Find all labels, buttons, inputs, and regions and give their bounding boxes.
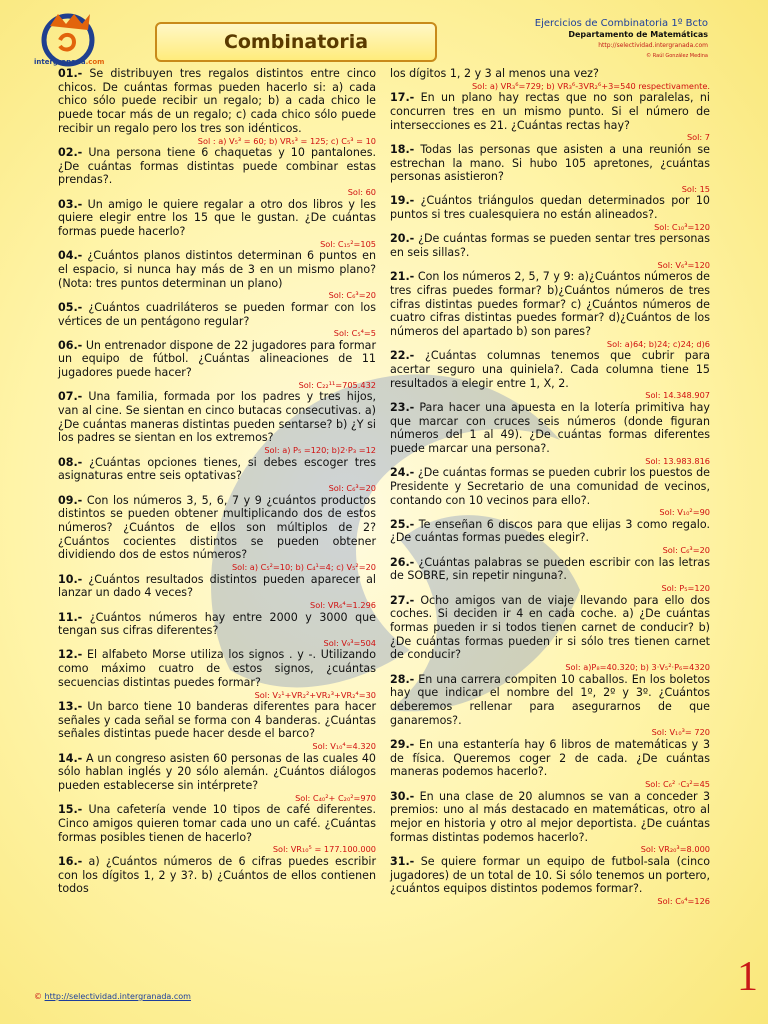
header-url[interactable]: http://selectividad.intergranada.com (598, 42, 708, 49)
exercise-text: Una familia, formada por los padres y tres hijos, van al cine. Se sientan en cinco butacas consecutivas. a) ¿De cuántas maneras distintas pueden sentarse? b) ¿Y si los padres se sientan en los extremos? (58, 390, 376, 445)
exercise-text: En una carrera compiten 10 caballos. En los boletos hay que indicar el nombre del 1º, 2º y 3º. ¿Cuántos deberemos rellenar para asegurarnos de que ganaremos?. (390, 672, 711, 727)
solution: Sol: a) VR₃⁶=729; b) VR₃⁶-3VR₂⁶+3=540 respectivamente. (471, 80, 710, 91)
exercise-number: 01.- (58, 67, 83, 80)
exercise-text: El alfabeto Morse utiliza los signos . y -. Utilizando como máximo cuatro de estos signos, ¿cuántas secuencias distintas puedes formar? (58, 648, 376, 689)
solution: Sol: C₁₀³=120 (654, 221, 710, 232)
solution: Sol: C₄₀²+ C₂₀²=970 (295, 792, 376, 803)
exercise-number: 02.- (58, 146, 83, 160)
exercise-text: En un plano hay rectas que no son paralelas, ni concurren tres en un mismo punto. Si el número de intersecciones es 21. ¿Cuántas rectas hay? (390, 91, 710, 132)
solution: Sol: C₆² ·C₃²=45 (645, 779, 710, 790)
solution: Sol: 14.348.907 (645, 390, 710, 401)
exercise (390, 466, 710, 507)
solution: Sol: C₆³=20 (662, 545, 710, 556)
exercise-number: 13.- (58, 700, 83, 714)
solution: Sol: C₆³=20 (328, 483, 376, 494)
solution: Sol: V₁₀⁴=4.320 (312, 741, 376, 752)
solution: Sol: C₁₅²=105 (320, 238, 376, 249)
exercise-number: 27.- (390, 593, 415, 607)
exercise (58, 146, 376, 187)
title-box (155, 22, 437, 62)
exercise-text: Un entrenador dispone de 22 jugadores para formar un equipo de fútbol. ¿Cuántas alineaciones de 11 jugadores puede hacer? (58, 338, 377, 380)
exercise (390, 67, 710, 81)
exercise-number: 03.- (58, 197, 83, 211)
exercise-number: 19.- (390, 194, 415, 208)
exercise-number: 31.- (390, 854, 415, 868)
exercise (58, 198, 376, 239)
exercise (58, 611, 376, 638)
exercise (390, 673, 710, 728)
exercise (58, 648, 376, 689)
exercise-number: 23.- (390, 400, 415, 414)
exercise (58, 456, 376, 483)
exercise (390, 232, 710, 259)
exercise-text: Un barco tiene 10 banderas diferentes para hacer señales y cada señal se forma con 4 banderas. ¿Cuántas señales distintas puede hacer desde el barco? (58, 700, 377, 741)
subject-title: Ejercicios de Combinatoria 1º Bcto (534, 18, 708, 29)
header-info (535, 18, 708, 62)
exercise-number: 15.- (58, 803, 83, 817)
exercise-text: Todas las personas que asisten a una reunión se estrechan la mano. Si hubo 105 apretones, ¿cuántas personas asistieron? (390, 142, 710, 184)
exercise-number: 16.- (58, 854, 83, 868)
exercise-text: ¿Cuántos números hay entre 2000 y 3000 que tengan sus cifras diferentes? (58, 610, 376, 638)
exercise (58, 700, 376, 741)
logo-text: intergranada.com (34, 58, 105, 66)
exercise-number: 17.- (390, 91, 415, 105)
exercise (390, 270, 710, 339)
exercise-number: 10.- (58, 572, 83, 586)
exercise (390, 349, 710, 390)
exercise-text: En una clase de 20 alumnos se van a conceder 3 premios: uno al más destacado en matemáticas, otro al mejor en historia y otro al mejor deportista. ¿De cuántas formas distintas podemos hacerlo?. (390, 789, 710, 844)
exercise-text: A un congreso asisten 60 personas de las cuales 40 sólo hablan inglés y 20 sólo alemán. ¿Cuántos diálogos pueden establecerse sin intérprete? (58, 751, 376, 793)
exercise-text: Se distribuyen tres regalos distintos entre cinco chicos. De cuántas formas pueden hacerlo si: a) cada chico sólo puede recibir un regalo; b) a cada chico le puede tocar más de un regalo; c) cada chico sólo puede recibir un regalo pero los tres son idénticos. (58, 67, 376, 135)
solution: Sol: VR₆⁴=1.296 (310, 600, 376, 610)
solution: Sol: 60 (347, 187, 376, 198)
solution: Sol: V₁₀²=90 (659, 507, 710, 518)
footer: © http://selectividad.intergranada.com (34, 992, 191, 1001)
exercise (390, 790, 710, 845)
exercise (58, 573, 376, 600)
exercise (58, 752, 376, 793)
department: Departamento de Matemáticas (568, 30, 708, 39)
page-title: Combinatoria (223, 31, 369, 53)
solution: Sol: a) P₅ =120; b)2·P₃ =12 (264, 445, 376, 456)
exercise-number: 04.- (58, 249, 83, 263)
solution: Sol: C₆³=20 (328, 290, 376, 301)
exercise-text: ¿Cuántas columnas tenemos que cubrir para acertar seguro una quiniela?. Cada columna tiene 15 resultados a elegir entre 1, X, 2. (390, 349, 710, 390)
exercise-text: ¿Cuántas opciones tienes, si debes escoger tres asignaturas entre seis optativas? (58, 455, 376, 483)
solution: Sol: VR₂₀³=8.000 (640, 844, 710, 855)
exercise (390, 556, 710, 583)
exercise-text: ¿Cuántos resultados distintos pueden aparecer al lanzar un dado 4 veces? (58, 572, 376, 600)
exercise (58, 390, 376, 445)
solution: Sol: V₁₀³= 720 (651, 727, 710, 738)
exercise-text: ¿Cuántos cuadriláteros se pueden formar con los vértices de un pentágono regular? (58, 300, 376, 328)
exercise (58, 494, 376, 563)
exercise-number: 18.- (390, 142, 415, 156)
exercise (58, 339, 376, 380)
solution: Sol: C₉⁴=126 (657, 895, 710, 906)
exercise-number: 11.- (58, 610, 83, 624)
solution: Sol: VR₁₀⁵ = 177.100.000 (272, 844, 376, 855)
exercise-text: Una persona tiene 6 chaquetas y 10 pantalones. ¿De cuántas formas distintas puede combinar estas prendas?. (58, 146, 376, 187)
exercise-text: ¿Cuántas palabras se pueden escribir con las letras de SOBRE, sin repetir ninguna?. (390, 555, 710, 583)
exercise (58, 301, 376, 328)
exercise (390, 738, 710, 779)
exercise (58, 249, 376, 290)
exercise-text: Con los números 3, 5, 6, 7 y 9 ¿cuántos productos distintos se pueden obtener multiplicando dos de estos números? ¿Cuántos de ellos son múltiplos de 2? ¿Cuántos cocientes distintos se pueden obtener dividiendo dos de estos números? (58, 493, 376, 562)
exercise-number: 07.- (58, 390, 83, 404)
solution: Sol: 15 (681, 183, 710, 194)
exercise-text: Se quiere formar un equipo de futbol-sala (cinco jugadores) de un total de 10. Si sólo tenemos un portero, ¿cuántos equipos distintos podemos formar?. (390, 854, 710, 896)
solution: Sol: C₂₂¹¹=705.432 (298, 379, 376, 390)
left-column (58, 67, 376, 896)
exercise-text: ¿De cuántas formas se pueden cubrir los puestos de Presidente y Secretario de una comunidad de vecinos, contando con 10 vecinos para ello?. (390, 466, 711, 507)
exercise (390, 401, 710, 456)
exercise-text: ¿Cuántos triángulos quedan determinados por 10 puntos si tres cualesquiera no están alineados?. (390, 194, 710, 222)
exercise-number: 14.- (58, 751, 83, 765)
exercise-text: ¿De cuántas formas se pueden sentar tres personas en seis sillas?. (390, 232, 710, 260)
exercise-text: Una cafetería vende 10 tipos de café diferentes. Cinco amigos quieren tomar cada uno un café. ¿Cuántas formas posibles tienen de hacerlo? (58, 803, 376, 844)
exercise-number: 26.- (390, 555, 415, 569)
exercise (390, 855, 710, 896)
solution: Sol: a)64; b)24; c)24; d)6 (606, 338, 710, 349)
exercise-number: 21.- (390, 270, 415, 284)
solution: Sol: a)P₈=40.320; b) 3·V₅²·P₆=4320 (565, 662, 710, 673)
exercise-number: 12.- (58, 648, 83, 662)
exercise (390, 91, 710, 132)
exercise (58, 803, 376, 844)
exercise-text: Con los números 2, 5, 7 y 9: a)¿Cuántos números de tres cifras puedes formar? b)¿Cuántos números de tres cifras distintas puedes formar? c) ¿Cuántos números de cuatro cifras distintas puedes formar? d)¿Cuántos de los números del apartado b) son pares? (390, 270, 710, 339)
exercise-text: ¿Cuántos planos distintos determinan 6 puntos en el espacio, si nunca hay más de 3 en un mismo plano? (Nota: tres puntos determinan un plano) (58, 249, 376, 290)
solution: Sol: P₅=120 (661, 583, 710, 594)
exercise-text: Ocho amigos van de viaje llevando para ello dos coches. Si deciden ir 4 en cada coche. a) ¿De cuántas formas pueden ir si todos tienen carnet de conducir? b) ¿De cuántas formas pueden ir si sólo tres tienen carnet de conducir? (390, 593, 710, 662)
footer-url[interactable]: http://selectividad.intergranada.com (44, 992, 191, 1001)
exercise-text: los dígitos 1, 2 y 3 al menos una vez? (390, 67, 599, 80)
exercise-number: 30.- (390, 789, 415, 803)
solution: Sol: V₂¹+VR₂²+VR₂³+VR₂⁴=30 (254, 689, 376, 700)
exercise-text: Te enseñan 6 discos para que elijas 3 como regalo. ¿De cuántas formas puedes elegir?. (390, 517, 711, 545)
exercise-number: 09.- (58, 493, 83, 507)
exercise (58, 855, 376, 896)
exercise-number: 08.- (58, 455, 83, 469)
exercise (58, 67, 376, 136)
exercise-text: a) ¿Cuántos números de 6 cifras puedes escribir con los dígitos 1, 2 y 3?. b) ¿Cuántos de ellos contienen todos (58, 854, 377, 896)
exercise (390, 518, 710, 545)
exercise (390, 143, 710, 184)
solution: Sol: V₉³=504 (323, 637, 376, 648)
page-number: 1 (737, 954, 758, 1000)
exercise-number: 29.- (390, 737, 415, 751)
right-column (390, 67, 710, 906)
author: © Raúl González Medina (646, 53, 708, 59)
exercise-number: 06.- (58, 338, 83, 352)
solution: Sol: V₆³=120 (657, 259, 710, 270)
exercise-text: Para hacer una apuesta en la lotería primitiva hay que marcar con cruces seis números (donde figuran números del 1 al 49). ¿De cuántas formas diferentes puede marcar una persona?. (390, 400, 710, 455)
exercise-number: 05.- (58, 300, 83, 314)
exercise-text: En una estantería hay 6 libros de matemáticas y 3 de física. Queremos coger 2 de cada. ¿De cuántas maneras podemos hacerlo?. (390, 737, 710, 779)
exercise (390, 194, 710, 221)
solution: Sol: a) C₅²=10; b) C₄¹=4; c) V₅²=20 (231, 562, 376, 573)
solution: Sol: 7 (686, 132, 710, 143)
exercise-number: 28.- (390, 672, 415, 686)
solution: Sol: C₅⁴=5 (333, 328, 376, 339)
exercise (390, 594, 710, 663)
solution: Sol : a) V₅³ = 60; b) VR₅³ = 125; c) C₅³ = 10 (197, 135, 376, 146)
solution: Sol: 13.983.816 (645, 455, 710, 466)
exercise-number: 20.- (390, 232, 415, 246)
exercise-text: Un amigo le quiere regalar a otro dos libros y les quiere elegir entre los 15 que le gustan. ¿De cuántas formas puede hacerlo? (58, 197, 376, 239)
exercise-number: 24.- (390, 466, 415, 480)
exercise-number: 22.- (390, 349, 415, 363)
exercise-number: 25.- (390, 517, 415, 531)
